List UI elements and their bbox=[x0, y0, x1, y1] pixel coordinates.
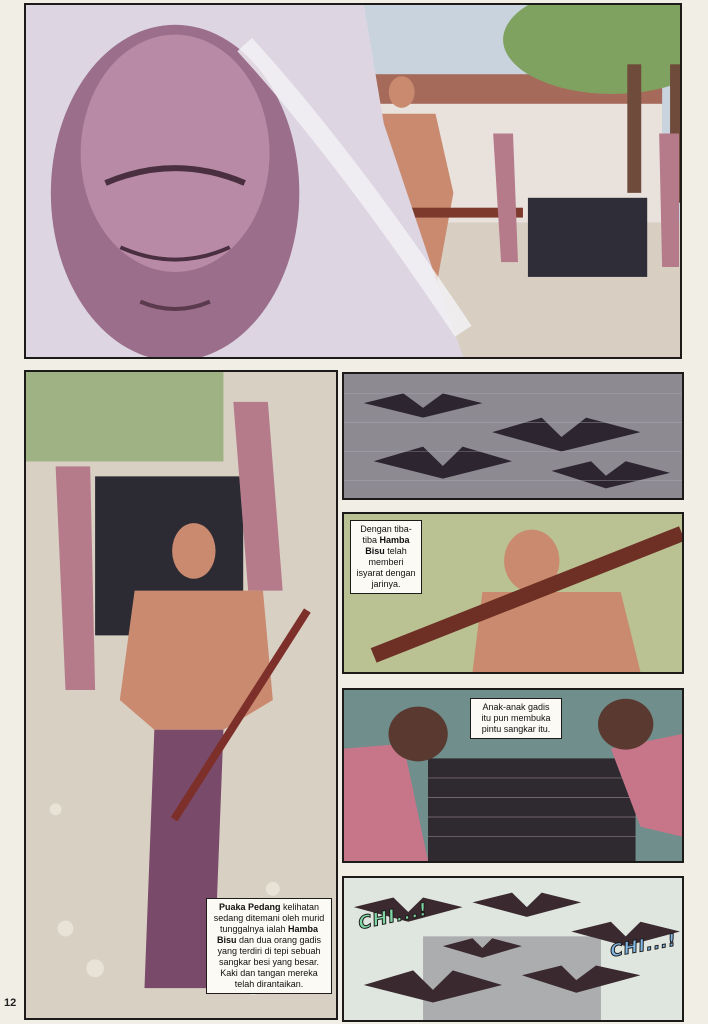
panel-4 bbox=[342, 512, 684, 674]
panel-2 bbox=[24, 370, 338, 1020]
caption-line: Kaki dan tangan mereka bbox=[220, 968, 318, 978]
page-number: 12 bbox=[4, 997, 17, 1009]
caption-line: telah dirantaikan. bbox=[234, 979, 304, 989]
sfx-left: CHI...! bbox=[356, 898, 431, 935]
panel-3 bbox=[342, 372, 684, 500]
caption-line: tiba Hamba bbox=[362, 535, 410, 545]
main-caption bbox=[206, 898, 332, 994]
caption-line: sedang ditemani oleh murid bbox=[213, 913, 325, 923]
caption-line: Dengan tiba- bbox=[360, 524, 412, 534]
caption-line: isyarat dengan bbox=[356, 568, 416, 578]
caption-line: tunggalnya ialah Hamba bbox=[219, 924, 319, 934]
caption-line: Bisu telah bbox=[365, 546, 407, 556]
caption-line: sangkar besi yang besar. bbox=[218, 957, 320, 967]
panel-5-caption bbox=[470, 698, 562, 739]
caption-line: pintu sangkar itu. bbox=[481, 724, 551, 734]
caption-line: Puaka Pedang kelihatan bbox=[218, 902, 320, 912]
panel-6 bbox=[342, 876, 684, 1022]
panel-1 bbox=[24, 3, 682, 359]
caption-line: yang terdiri di tepi sebuah bbox=[217, 946, 321, 956]
panel-4-caption bbox=[350, 520, 422, 594]
panel-5 bbox=[342, 688, 684, 863]
caption-line: itu pun membuka bbox=[481, 713, 551, 723]
caption-line: Bisu dan dua orang gadis bbox=[216, 935, 322, 945]
caption-line: jarinya. bbox=[371, 579, 401, 589]
caption-line: Anak-anak gadis bbox=[482, 702, 550, 712]
sfx-right: CHI...! bbox=[608, 930, 679, 962]
caption-line: memberi bbox=[368, 557, 404, 567]
